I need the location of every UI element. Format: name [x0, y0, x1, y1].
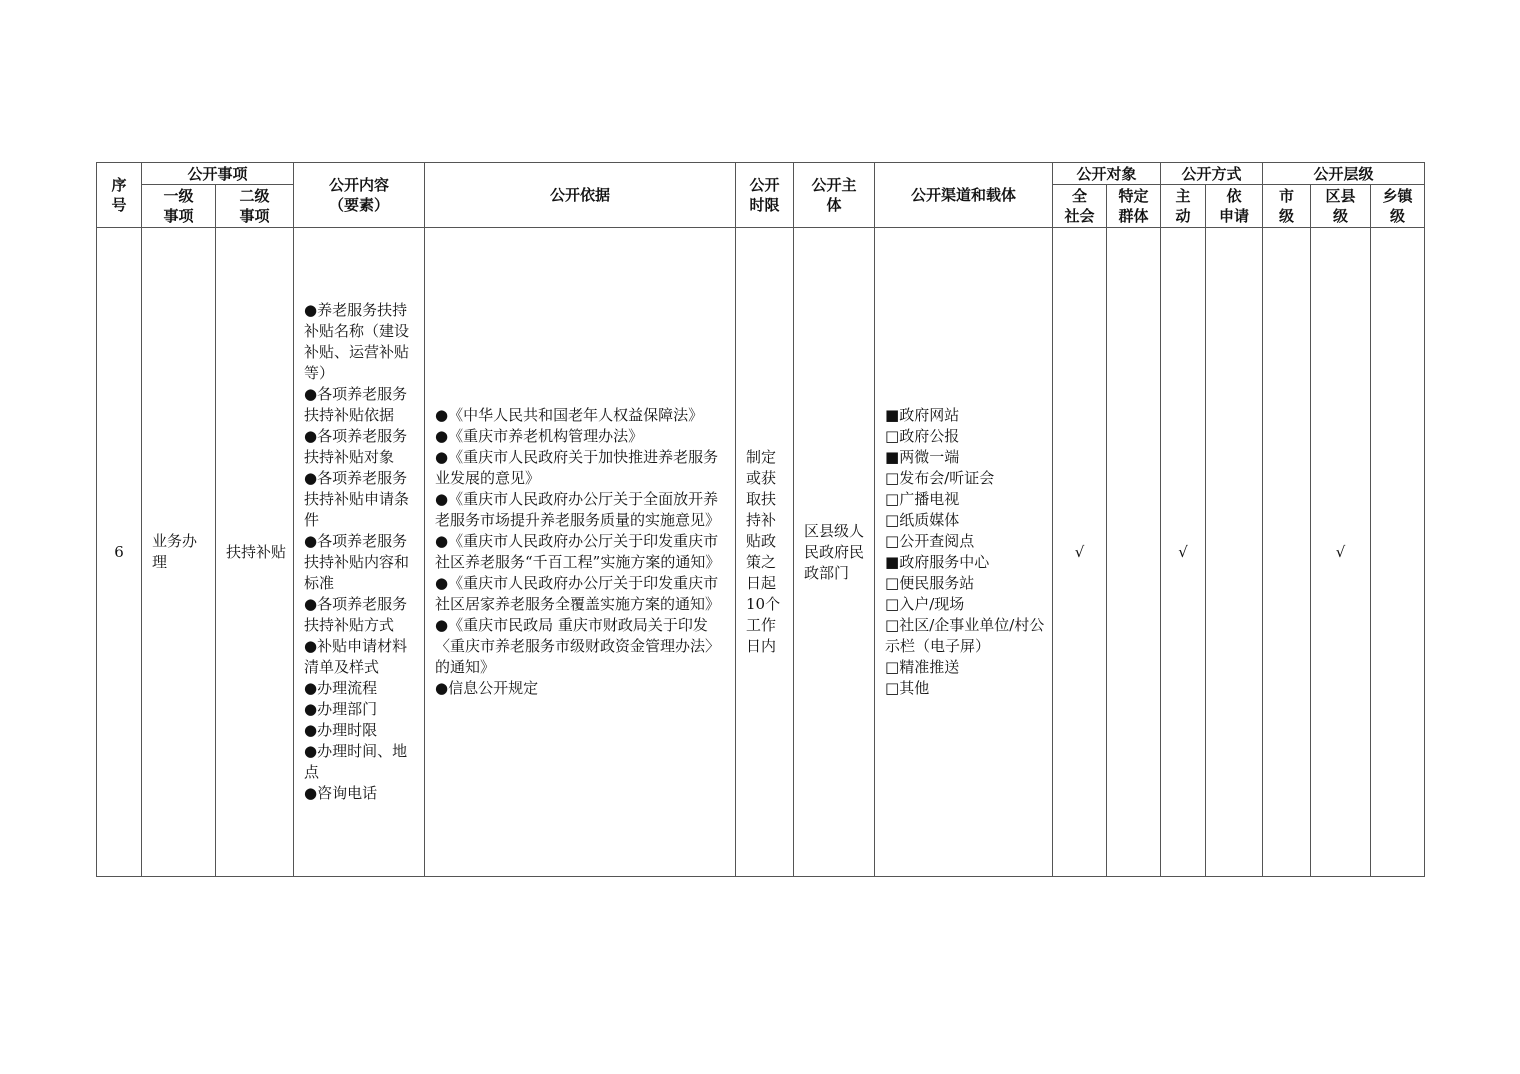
cell-target-all: √ — [1053, 228, 1107, 877]
header-content: 公开内容 （要素） — [294, 163, 425, 228]
header-target-all: 全 社会 — [1053, 185, 1107, 228]
header-subject: 公开主 体 — [794, 163, 875, 228]
basis-item: ●《重庆市民政局 重庆市财政局关于印发〈重庆市养老服务市级财政资金管理办法〉的通知》 — [435, 616, 721, 676]
content-item: ●咨询电话 — [304, 784, 378, 802]
basis-item: ●《重庆市养老机构管理办法》 — [435, 427, 644, 445]
cell-time-limit: 制定或获取扶持补贴政策之日起10个工作日内 — [736, 228, 794, 877]
header-channel: 公开渠道和载体 — [875, 163, 1053, 228]
basis-item: ●《重庆市人民政府办公厅关于印发重庆市社区居家养老服务全覆盖实施方案的通知》 — [435, 574, 721, 613]
content-item: ●各项养老服务扶持补贴方式 — [304, 595, 408, 634]
header-target-specific: 特定 群体 — [1107, 185, 1161, 228]
header-matter-group: 公开事项 — [142, 163, 294, 185]
content-item: ●办理时限 — [304, 721, 378, 739]
header-level-district: 区县 级 — [1311, 185, 1371, 228]
channel-item: ■两微一端 — [885, 448, 960, 466]
basis-item: ●《重庆市人民政府办公厅关于印发重庆市社区养老服务“千百工程”实施方案的通知》 — [435, 532, 721, 571]
cell-level-town — [1371, 228, 1425, 877]
channel-item: □便民服务站 — [885, 574, 975, 592]
table-row — [97, 228, 1425, 877]
content-item: ●各项养老服务扶持补贴申请条件 — [304, 469, 410, 529]
basis-item: ●信息公开规定 — [435, 679, 539, 697]
cell-subject: 区县级人民政府民政部门 — [794, 228, 875, 877]
header-mode-active: 主 动 — [1161, 185, 1206, 228]
content-item: ●补贴申请材料清单及样式 — [304, 637, 408, 676]
channel-item: □政府公报 — [885, 427, 960, 445]
cell-matter-l1: 业务办理 — [142, 228, 216, 877]
header-level-group: 公开层级 — [1263, 163, 1425, 185]
channel-item: □精准推送 — [885, 658, 960, 676]
header-level-city: 市 级 — [1263, 185, 1311, 228]
header-level-town: 乡镇 级 — [1371, 185, 1425, 228]
channel-item: □广播电视 — [885, 490, 960, 508]
header-mode-group: 公开方式 — [1161, 163, 1263, 185]
content-item: ●养老服务扶持补贴名称（建设补贴、运营补贴等） — [304, 301, 410, 382]
header-basis: 公开依据 — [425, 163, 736, 228]
cell-level-city — [1263, 228, 1311, 877]
content-item: ●各项养老服务扶持补贴对象 — [304, 427, 408, 466]
cell-seq: 6 — [97, 228, 142, 877]
channel-item: □社区/企事业单位/村公示栏（电子屏） — [885, 616, 1045, 655]
content-item: ●办理部门 — [304, 700, 378, 718]
cell-level-district: √ — [1311, 228, 1371, 877]
basis-item: ●《重庆市人民政府办公厅关于全面放开养老服务市场提升养老服务质量的实施意见》 — [435, 490, 721, 529]
content-item: ●办理流程 — [304, 679, 378, 697]
header-matter-l2: 二级 事项 — [216, 185, 294, 228]
channel-item: □纸质媒体 — [885, 511, 960, 529]
header-seq: 序 号 — [97, 163, 142, 228]
channel-item: □其他 — [885, 679, 930, 697]
channel-item: □入户/现场 — [885, 595, 965, 613]
channel-item: ■政府网站 — [885, 406, 960, 424]
cell-content — [294, 228, 425, 877]
content-item: ●办理时间、地点 — [304, 742, 408, 781]
content-item: ●各项养老服务扶持补贴依据 — [304, 385, 408, 424]
cell-basis — [425, 228, 736, 877]
cell-mode-active: √ — [1161, 228, 1206, 877]
basis-item: ●《中华人民共和国老年人权益保障法》 — [435, 406, 704, 424]
channel-item: ■政府服务中心 — [885, 553, 990, 571]
disclosure-table — [96, 162, 1425, 877]
header-target-group: 公开对象 — [1053, 163, 1161, 185]
cell-mode-request — [1206, 228, 1263, 877]
header-matter-l1: 一级 事项 — [142, 185, 216, 228]
header-time-limit: 公开 时限 — [736, 163, 794, 228]
channel-item: □发布会/听证会 — [885, 469, 995, 487]
basis-item: ●《重庆市人民政府关于加快推进养老服务业发展的意见》 — [435, 448, 719, 487]
content-item: ●各项养老服务扶持补贴内容和标准 — [304, 532, 410, 592]
channel-item: □公开查阅点 — [885, 532, 975, 550]
cell-matter-l2: 扶持补贴 — [216, 228, 294, 877]
header-mode-request: 依 申请 — [1206, 185, 1263, 228]
cell-channels — [875, 228, 1053, 877]
cell-target-specific — [1107, 228, 1161, 877]
